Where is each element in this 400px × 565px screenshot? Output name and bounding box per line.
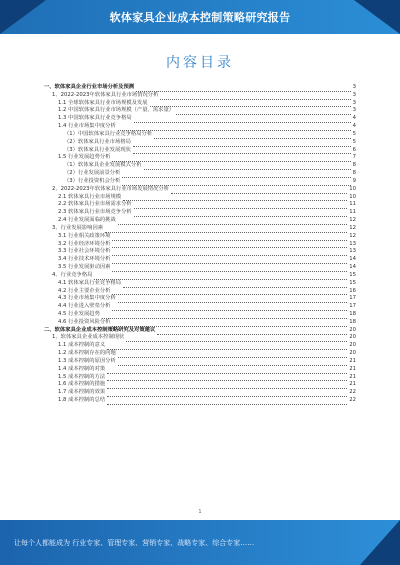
toc-entry-title: 4.1 软体家具行业竞争格局: [58, 279, 122, 286]
toc-entry-page: 13: [349, 240, 356, 247]
toc-entry-page: 9: [352, 177, 356, 184]
toc-entry[interactable]: [44, 350, 356, 358]
toc-entry-title: 1、软体家具企业成本控制现状: [52, 334, 125, 341]
toc-entry-page: 4: [352, 123, 356, 130]
toc-entry-title: 4.2 行业主要企业分析: [58, 287, 111, 294]
toc-entry[interactable]: [44, 217, 356, 225]
report-title: 软体家具企业成本控制策略研究报告: [109, 11, 291, 24]
toc-entry-title: 1.2 中国软体家具行业市场规模（产量、需求量）: [58, 107, 175, 114]
toc-entry-page: 21: [349, 357, 356, 364]
toc-entry-page: 12: [349, 224, 356, 231]
toc-entry-page: 5: [352, 138, 356, 145]
toc-entry-page: 17: [349, 295, 356, 302]
footer-banner: [0, 520, 400, 565]
toc-entry-title: 1.1 全球软体家具行业市场规模及发展: [58, 99, 148, 106]
toc-entry-page: 11: [349, 209, 356, 216]
toc-entry-page: 6: [352, 146, 356, 153]
toc-entry[interactable]: [44, 319, 356, 327]
toc-entry[interactable]: [44, 295, 356, 303]
page-number: 1: [198, 509, 202, 515]
toc-entry-page: 14: [349, 256, 356, 263]
toc-entry-page: 21: [349, 373, 356, 380]
toc-entry-title: （2）行业发展前景分析: [64, 170, 121, 177]
toc-entry[interactable]: [44, 170, 356, 178]
toc-entry[interactable]: [44, 233, 356, 241]
toc-entry-title: 一、软体家具企业行业市场分析及预测: [44, 83, 135, 90]
toc-entry-title: 2.3 软体家具行业市场竞争分析: [58, 209, 132, 216]
toc-entry-title: 1.4 行业市场集中度分析: [58, 123, 116, 130]
toc-entry-title: 4、行业竞争格局: [52, 271, 93, 278]
toc-entry-page: 13: [349, 248, 356, 255]
toc-entry-page: 15: [349, 271, 356, 278]
table-of-contents: [44, 84, 356, 405]
toc-entry[interactable]: [44, 225, 356, 233]
toc-entry-title: 3.4 行业技术环境分析: [58, 256, 111, 263]
toc-entry-page: 22: [349, 397, 356, 404]
toc-entry-title: （1）中国软体家具行业竞争格局分析: [64, 130, 153, 137]
toc-entry-title: 1.2 成本控制存在的问题: [58, 350, 116, 357]
toc-entry-page: 18: [349, 311, 356, 317]
toc-leader-dots: [107, 399, 347, 405]
toc-entry[interactable]: [44, 303, 356, 311]
toc-entry-title: 2.1 软体家具行业市场规模: [58, 193, 122, 200]
toc-entry-page: 10: [349, 185, 356, 192]
toc-entry-page: 16: [349, 287, 356, 294]
toc-entry-title: （3）行业投资机会分析: [64, 177, 121, 184]
toc-entry-page: 3: [352, 107, 356, 114]
toc-entry-title: （1）软体家具企业发展模式分析: [64, 162, 142, 169]
toc-entry-title: 二、软体家具企业成本控制策略研究及对策建议: [44, 326, 156, 333]
toc-entry-title: 1.3 中国软体家具行业竞争格局: [58, 115, 132, 122]
toc-entry-title: 3.5 行业发展驱动因素: [58, 264, 111, 271]
toc-entry-page: 22: [349, 389, 356, 396]
toc-entry-page: 10: [349, 193, 356, 200]
toc-entry-page: 8: [352, 162, 356, 169]
toc-entry-page: 12: [349, 217, 356, 224]
toc-entry[interactable]: [44, 389, 356, 397]
toc-entry-title: 2.2 软体家具行业市场需求分析: [58, 201, 132, 208]
toc-entry-page: 7: [352, 154, 356, 161]
toc-entry[interactable]: [44, 92, 356, 100]
toc-entry[interactable]: [44, 280, 356, 288]
toc-entry-title: 3.1 行业相关政策环境: [58, 232, 111, 239]
toc-entry-title: 2.4 行业发展面临的挑战: [58, 217, 116, 224]
toc-heading: 内容目录: [166, 55, 234, 71]
toc-entry-page: 3: [352, 91, 356, 98]
toc-entry-title: 1.1 成本控制的意义: [58, 342, 106, 349]
toc-entry-title: 1.4 成本控制的对策: [58, 365, 106, 372]
toc-entry-title: 1.5 行业发展趋势分析: [58, 154, 111, 161]
toc-entry-title: 4.5 行业发展趋势: [58, 311, 100, 317]
toc-entry-title: 2、2022-2023年软体家具行业市场发展情况分析: [52, 185, 169, 192]
toc-entry[interactable]: [44, 209, 356, 217]
toc-entry-page: 20: [349, 342, 356, 349]
toc-entry-page: 21: [349, 365, 356, 372]
toc-entry-title: 3.2 行业经济环境分析: [58, 240, 111, 247]
toc-entry[interactable]: [44, 131, 356, 139]
toc-entry-page: 18: [349, 318, 356, 325]
toc-entry-title: 4.3 行业市场集中度分析: [58, 295, 116, 302]
toc-entry-title: 3、行业发展影响因素: [52, 224, 104, 231]
toc-entry-page: 15: [349, 279, 356, 286]
toc-entry-title: 1.5 成本控制的方法: [58, 373, 106, 380]
toc-entry-page: 20: [349, 334, 356, 341]
toc-entry-title: 3.3 行业社会环境分析: [58, 248, 111, 255]
toc-entry-page: 4: [352, 115, 356, 122]
toc-entry-page: 14: [349, 264, 356, 271]
toc-entry[interactable]: [44, 264, 356, 272]
toc-entry-page: 20: [349, 326, 356, 333]
toc-entry[interactable]: [44, 272, 356, 280]
toc-entry-page: 12: [349, 232, 356, 239]
header-banner: [0, 0, 400, 34]
toc-entry-page: 11: [349, 201, 356, 208]
toc-entry-page: 8: [352, 170, 356, 177]
footer-corner: [360, 520, 400, 565]
toc-entry[interactable]: [44, 397, 356, 405]
toc-entry-page: 3: [352, 99, 356, 106]
toc-entry[interactable]: [44, 311, 356, 319]
toc-entry-page: 17: [349, 303, 356, 310]
toc-entry[interactable]: [44, 342, 356, 350]
toc-entry-title: 1.6 成本控制的措施: [58, 381, 106, 388]
toc-entry[interactable]: [44, 84, 356, 92]
toc-entry[interactable]: [44, 256, 356, 264]
toc-entry[interactable]: [44, 139, 356, 147]
toc-entry-page: 20: [349, 350, 356, 357]
toc-entry-title: 1.7 成本控制的效果: [58, 389, 106, 396]
footer-slogan: 让每个人都能成为 行业专家、管理专家、营销专家、战略专家、综合专家……: [14, 539, 255, 547]
toc-entry[interactable]: [44, 178, 356, 186]
toc-entry-title: （3）软体家具行业发展现状: [64, 146, 131, 153]
toc-entry-title: 1.8 成本控制的总结: [58, 397, 106, 404]
toc-entry-title: 1.3 成本控制的原因分析: [58, 357, 116, 364]
toc-entry-page: 5: [352, 130, 356, 137]
toc-entry[interactable]: [44, 186, 356, 194]
toc-entry-title: 1、2022-2023年软体家具行业市场情况分析: [52, 91, 159, 98]
toc-entry[interactable]: [44, 358, 356, 366]
toc-entry[interactable]: [44, 162, 356, 170]
toc-entry-title: 4.4 行业进入壁垒分析: [58, 303, 111, 310]
toc-entry-title: 4.6 行业投资风险分析: [58, 318, 111, 325]
toc-entry[interactable]: [44, 123, 356, 131]
toc-entry[interactable]: [44, 115, 356, 123]
toc-entry-title: （2）软体家具行业市场格局: [64, 138, 131, 145]
toc-entry-page: 3: [352, 83, 356, 90]
toc-entry[interactable]: [44, 366, 356, 374]
toc-entry-page: 21: [349, 381, 356, 388]
